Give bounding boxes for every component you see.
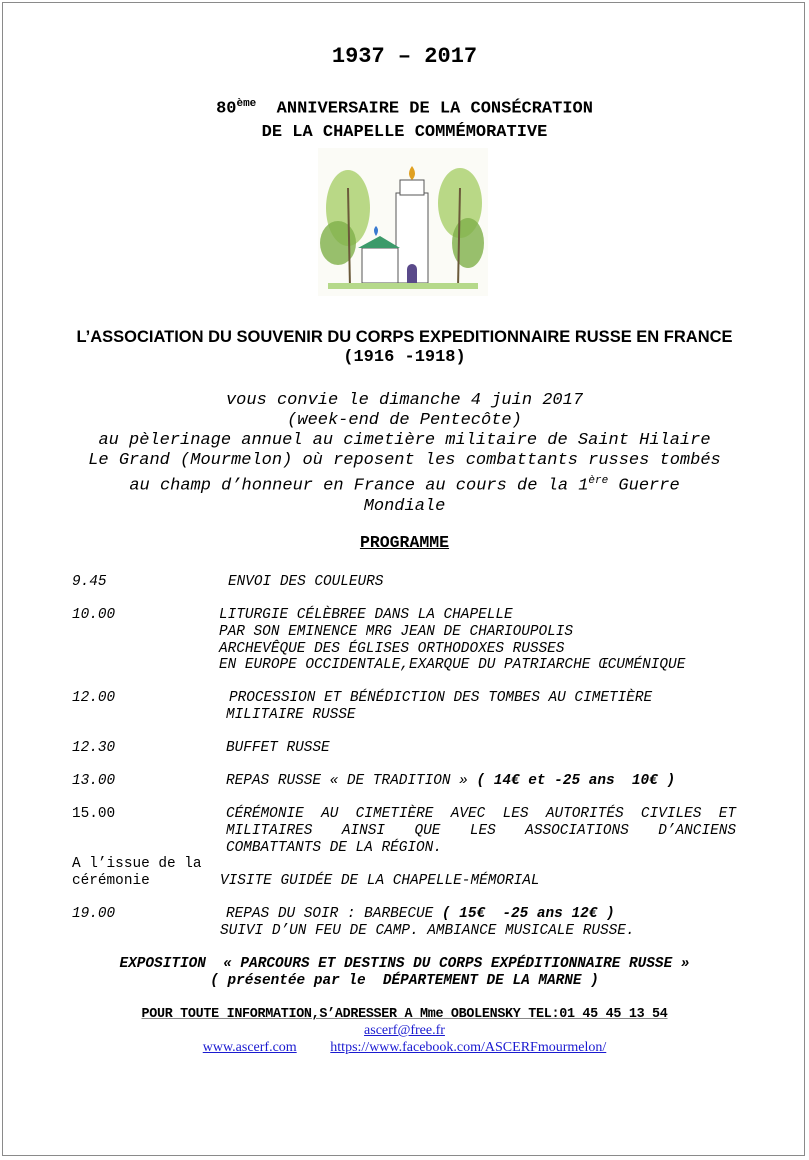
anniversary-text: ANNIVERSAIRE DE LA CONSÉCRATION: [256, 99, 593, 119]
event-0-line-0: ENVOI DES COULEURS: [228, 574, 384, 590]
invitation-line: (week-end de Pentecôte): [287, 411, 522, 430]
event-1-line-3: EN EUROPE OCCIDENTALE,EXARQUE DU PATRIARCHE ŒCUMÉNIQUE: [219, 657, 686, 673]
time-5: 15.00: [72, 806, 116, 822]
time-3: 12.30: [72, 740, 116, 756]
anniversary-line1: [0, 98, 809, 119]
years-title: 1937 – 2017: [331, 44, 478, 69]
exposition-line1: EXPOSITION « PARCOURS ET DESTINS DU CORPS EXPÉDITIONNAIRE RUSSE »: [119, 956, 690, 972]
email-row: [0, 1023, 809, 1039]
links-row: [0, 1040, 809, 1056]
event-7-line-1: SUIVI D’UN FEU DE CAMP. AMBIANCE MUSICALE RUSSE.: [220, 923, 635, 939]
event-6-line-0: VISITE GUIDÉE DE LA CHAPELLE-MÉMORIAL: [220, 873, 540, 889]
invitation-sup: ère: [588, 475, 609, 487]
invitation-text: [0, 391, 809, 517]
programme-title-text: PROGRAMME: [359, 533, 450, 552]
email-link[interactable]: ascerf@free.fr: [364, 1023, 445, 1038]
exposition-line2: ( présentée par le DÉPARTEMENT DE LA MARNE ): [210, 973, 599, 989]
invitation-line: [0, 471, 809, 497]
event-1-line-2: ARCHEVÊQUE DES ÉGLISES ORTHODOXES RUSSES: [219, 641, 565, 657]
event-2-line-0: PROCESSION ET BÉNÉDICTION DES TOMBES AU CIMETIÈRE: [229, 690, 653, 706]
contact-info: [0, 1007, 809, 1022]
invitation-line: vous convie le dimanche 4 juin 2017: [225, 391, 584, 410]
event-5-line-2: COMBATTANTS DE LA RÉGION.: [226, 840, 442, 856]
time-2: 12.00: [72, 690, 116, 706]
invitation-text-part: au champ d’honneur en France au cours de la 1: [129, 476, 589, 496]
chapel-illustration: [318, 148, 488, 296]
time-1: 10.00: [72, 607, 116, 623]
time-6: A l’issue de la cérémonie: [72, 856, 202, 889]
event-7-price: ( 15€ -25 ans 12€ ): [441, 906, 615, 922]
time-4: 13.00: [72, 773, 116, 789]
invitation-line: Mondiale: [363, 496, 446, 516]
association-name: L’ASSOCIATION DU SOUVENIR DU CORPS EXPEDITIONNAIRE RUSSE EN FRANCE: [76, 328, 733, 346]
anniversary-number: 80: [216, 99, 237, 119]
contact-info-text: POUR TOUTE INFORMATION,S’ADRESSER A Mme OBOLENSKY TEL:01 45 45 13 54: [141, 1007, 668, 1022]
time-0: 9.45: [72, 574, 107, 590]
anniversary-line2: DE LA CHAPELLE COMMÉMORATIVE: [261, 123, 548, 142]
event-7-text: REPAS DU SOIR : BARBECUE: [226, 906, 442, 922]
event-4-price: ( 14€ et -25 ans 10€ ): [476, 773, 676, 789]
event-7-line-0: [226, 906, 615, 923]
event-4-text: REPAS RUSSE « DE TRADITION »: [226, 773, 477, 789]
programme-title: [0, 533, 809, 552]
event-4-line-0: [226, 773, 675, 790]
association-years: (1916 -1918): [343, 348, 466, 367]
event-5-line-1: MILITAIRES AINSI QUE LES ASSOCIATIONS D’ANCIENS: [226, 823, 736, 839]
event-1-line-0: LITURGIE CÉLÈBREE DANS LA CHAPELLE: [219, 607, 513, 623]
event-5-line-0: CÉRÉMONIE AU CIMETIÈRE AVEC LES AUTORITÉS CIVILES ET: [226, 806, 736, 822]
time-7: 19.00: [72, 906, 116, 922]
invitation-line: au pèlerinage annuel au cimetière militaire de Saint Hilaire: [98, 431, 711, 450]
event-1-line-1: PAR SON EMINENCE MRG JEAN DE CHARIOUPOLIS: [219, 624, 574, 640]
invitation-line: Le Grand (Mourmelon) où reposent les combattants russes tombés: [88, 451, 721, 470]
facebook-link[interactable]: https://www.facebook.com/ASCERFmourmelon/: [330, 1040, 607, 1055]
website-link[interactable]: www.ascerf.com: [202, 1040, 297, 1055]
event-2-line-1: MILITAIRE RUSSE: [226, 707, 356, 723]
event-3-line-0: BUFFET RUSSE: [226, 740, 330, 756]
invitation-text-part: Guerre: [608, 476, 680, 496]
anniversary-sup: ème: [236, 98, 257, 110]
